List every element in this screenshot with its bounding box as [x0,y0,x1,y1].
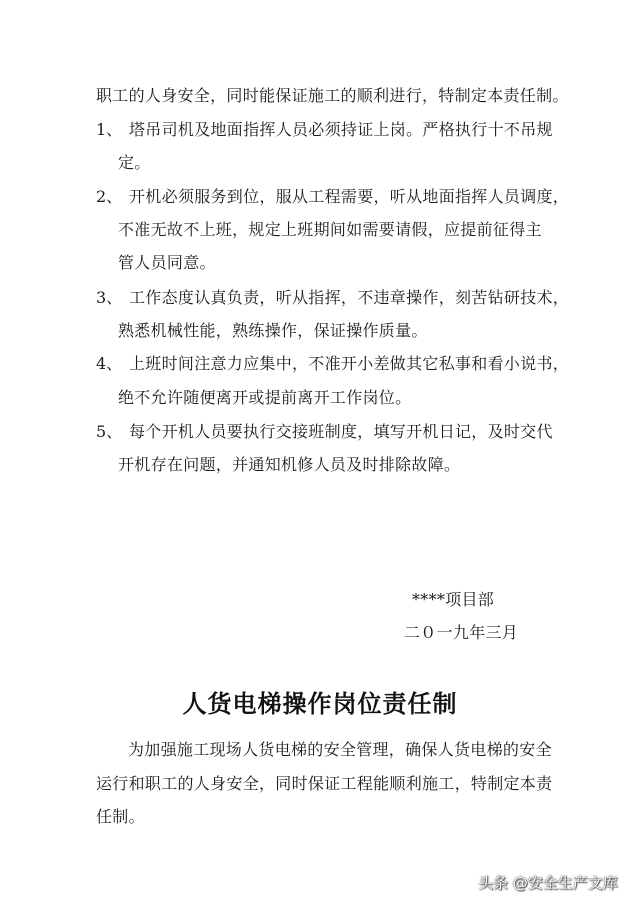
rule-3-line-1: 工作态度认真负责，听从指挥，不违章操作，刻苦钻研技术， [129,288,570,307]
signature-date: 二０一九年三月 [404,623,519,642]
rule-2-line-2: 不准无故不上班，规定上班期间如需要请假，应提前征得主 [118,220,542,239]
rule-4-line-1: 上班时间注意力应集中，不准开小差做其它私事和看小说书， [129,354,570,373]
rule-5-number: 5、 [96,422,123,441]
rule-4-number: 4、 [96,354,123,373]
rule-5-line-1: 每个开机人员要执行交接班制度，填写开机日记，及时交代 [129,422,553,441]
rule-3-line-2: 熟悉机械性能，熟练操作，保证操作质量。 [118,321,428,340]
rule-2-number: 2、 [96,187,123,206]
signature-department: ****项目部 [412,590,495,609]
watermark-text: 头条 @安全生产文库 [478,874,618,892]
intro-line: 职工的人身安全，同时能保证施工的顺利进行，特制定本责任制。 [96,86,569,105]
section-paragraph-line-2: 运行和职工的人身安全，同时保证工程能顺利施工，特制定本责 [96,774,553,793]
rule-2-line-3: 管人员同意。 [118,253,216,272]
rule-4-line-2: 绝不允许随便离开或提前离开工作岗位。 [118,388,412,407]
rule-5-line-2: 开机存在问题，并通知机修人员及时排除故障。 [118,455,461,474]
rule-2-line-1: 开机必须服务到位，服从工程需要，听从地面指挥人员调度， [129,187,570,206]
section-paragraph-line-3: 任制。 [96,807,145,826]
rule-1-line-2: 定。 [118,153,151,172]
rule-1-line-1: 塔吊司机及地面指挥人员必须持证上岗。严格执行十不吊规 [129,120,553,139]
section-title: 人货电梯操作岗位责任制 [182,690,458,718]
rule-3-number: 3、 [96,288,123,307]
rule-1-number: 1、 [96,120,123,139]
section-paragraph-line-1: 为加强施工现场人货电梯的安全管理，确保人货电梯的安全 [128,740,552,759]
